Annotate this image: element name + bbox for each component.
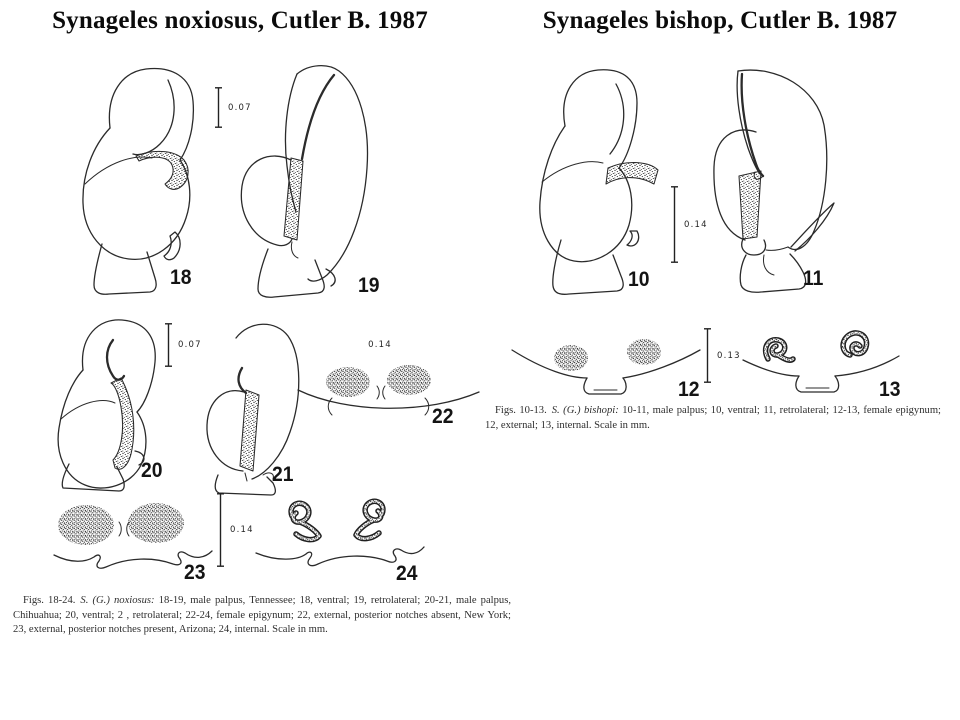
figure-12-label: 12 — [678, 378, 700, 401]
scale-bar-value: 0.07 — [228, 102, 252, 113]
caption-species: S. (G.) noxiosus: — [80, 595, 155, 606]
scale-bar-figs-12-13 — [703, 328, 741, 383]
figure-23-label: 23 — [184, 561, 206, 584]
figure-22-label: 22 — [432, 405, 454, 428]
caption-prefix: Figs. 18-24. — [23, 595, 76, 606]
right-caption — [485, 404, 941, 433]
caption-species: S. (G.) bishopi: — [551, 405, 619, 416]
caption-body: 10-11, male palpus; 10, ventral; 11, retrolateral; 12-13, female epigynum; 12, external; 13, internal. Scale in mm. — [485, 405, 942, 431]
scale-bar-value: 0.14 — [230, 525, 254, 535]
right-panel-title: Synageles bishop, Cutler B. 1987 — [542, 7, 898, 34]
figure-18-label: 18 — [170, 266, 192, 289]
scale-bar-value: 0.14 — [368, 340, 392, 350]
scale-bar-line — [670, 186, 679, 263]
figure-24-label: 24 — [396, 562, 418, 585]
caption-prefix: Figs. 10-13. — [495, 405, 547, 416]
figure-11-drawing — [698, 62, 846, 302]
figure-20-label: 20 — [141, 459, 163, 482]
scale-bar-value: 0.14 — [684, 219, 708, 230]
figure-21-label: 21 — [272, 463, 294, 486]
figure-19-label: 19 — [358, 274, 380, 297]
left-panel-title: Synageles noxiosus, Cutler B. 1987 — [52, 7, 428, 34]
figure-12-drawing — [494, 328, 706, 404]
figure-10-label: 10 — [628, 268, 650, 291]
scale-bar-figs-10-11 — [670, 186, 708, 263]
scale-bar-value: 0.13 — [717, 350, 741, 361]
scale-bar-value: 0.07 — [178, 340, 202, 350]
figure-11-label: 11 — [803, 267, 824, 290]
caption-body: 18-19, male palpus, Tennessee; 18, ventral; 19, retrolateral; 20-21, male palpus, Chihuahua; 20, ventral; 2 , retrolateral; 22-24, female epigynum; 22, external, posterior notches absent, New York; 23, external, posterior notches present, Arizona; 24, internal. Scale in mm. — [13, 595, 511, 636]
figure-13-label: 13 — [879, 378, 901, 401]
figure-10-drawing — [534, 64, 666, 296]
scale-bar-line — [703, 328, 712, 383]
